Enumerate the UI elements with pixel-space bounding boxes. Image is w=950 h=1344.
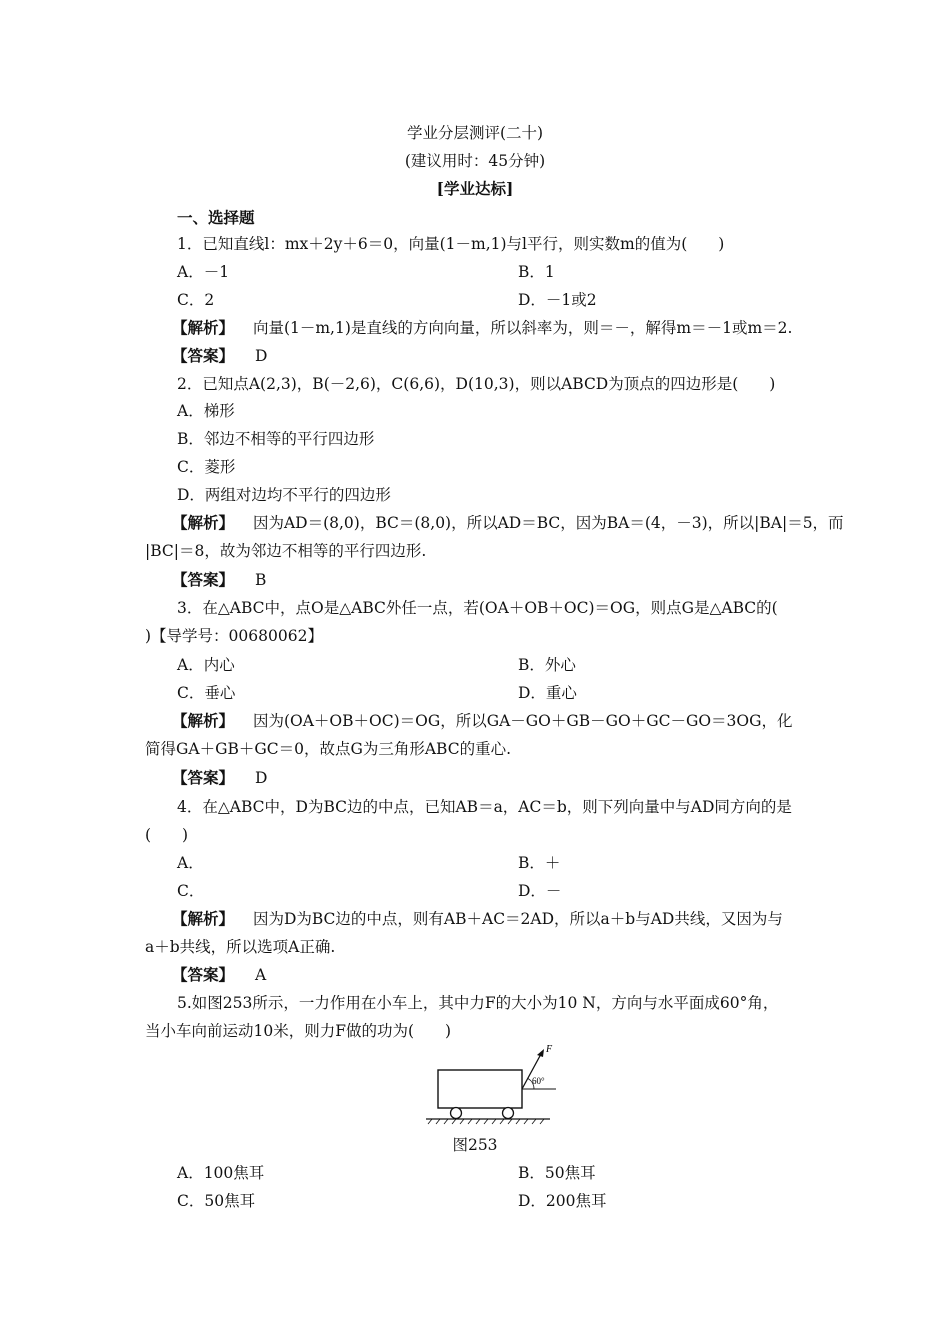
analysis-text: 因为(OA＋OB＋OC)＝OG，所以GA－GO＋GB－GO＋GC－GO＝3OG，化 — [252, 712, 793, 730]
question-5-option-c: C．50焦耳 — [177, 1192, 256, 1210]
question-3-answer — [172, 768, 267, 788]
question-4-option-c: C． — [177, 882, 205, 900]
question-3-option-d: D．重心 — [518, 684, 577, 702]
analysis-label: 【解析】 — [172, 513, 235, 532]
answer-label: 【答案】 — [172, 570, 235, 589]
force-label: F — [546, 1044, 553, 1055]
force-arrowhead-icon — [537, 1049, 544, 1057]
question-4-option-d: D．－ — [518, 882, 562, 900]
question-2-option-b: B．邻边不相等的平行四边形 — [177, 430, 375, 448]
question-1-option-d: D．－1或2 — [518, 291, 597, 309]
angle-label: 60° — [532, 1076, 545, 1086]
answer-value: D — [254, 347, 268, 365]
page-title: 学业分层测评(二十) — [406, 124, 544, 142]
answer-value: D — [254, 769, 268, 787]
question-1-stem: 1．已知直线l：mx＋2y＋6＝0，向量(1－m,1)与l平行，则实数m的值为( ) — [177, 235, 725, 253]
cart-body — [438, 1070, 522, 1108]
question-3-stem: 3．在△ABC中，点O是△ABC外任一点，若(OA＋OB＋OC)＝OG，则点G是△ABC的( — [177, 599, 778, 617]
analysis-text: 因为AD＝(8,0)，BC＝(8,0)，所以AD＝BC，因为BA＝(4，－3)，所以|BA|＝5，而 — [252, 514, 844, 532]
question-1-option-a: A．－1 — [177, 263, 230, 281]
answer-label: 【答案】 — [172, 346, 235, 365]
analysis-label: 【解析】 — [172, 711, 235, 730]
question-3-option-a: A．内心 — [177, 656, 235, 674]
question-2-analysis — [172, 513, 844, 533]
analysis-label: 【解析】 — [172, 909, 235, 928]
analysis-text: 因为D为BC边的中点，则有AB＋AC＝2AD，所以a＋b与AD共线，又因为与 — [252, 910, 783, 928]
question-4-stem: 4．在△ABC中，D为BC边的中点，已知AB＝a，AC＝b，则下列向量中与AD同方向的是 — [177, 798, 792, 816]
question-2-option-d: D．两组对边均不平行的四边形 — [177, 486, 391, 504]
analysis-text: 向量(1－m,1)是直线的方向向量，所以斜率为，则＝－，解得m＝－1或m＝2. — [252, 319, 793, 337]
question-2-option-a: A．梯形 — [177, 402, 235, 420]
question-1-answer — [172, 346, 267, 366]
question-3-analysis-cont: 简得GA＋GB＋GC＝0，故点G为三角形ABC的重心. — [145, 740, 511, 758]
question-2-option-c: C．菱形 — [177, 458, 236, 476]
question-4-stem-cont: ( ) — [145, 826, 189, 844]
question-5-stem-cont: 当小车向前运动10米，则力F做的功为( ) — [145, 1022, 452, 1040]
question-4-option-a: A． — [177, 854, 204, 872]
analysis-label: 【解析】 — [172, 318, 235, 337]
question-5-stem: 5.如图253所示，一力作用在小车上，其中力F的大小为10 N，方向与水平面成60°角， — [177, 994, 779, 1012]
question-4-analysis — [172, 909, 783, 929]
question-3-option-c: C．垂心 — [177, 684, 236, 702]
cart-wheel-right — [503, 1108, 514, 1119]
question-3-option-b: B．外心 — [518, 656, 576, 674]
question-3-stem-cont: )【导学号：00680062】 — [145, 627, 323, 645]
question-5-option-a: A．100焦耳 — [177, 1164, 265, 1182]
question-1-option-b: B．1 — [518, 263, 555, 281]
section-heading: [学业达标] — [436, 179, 514, 198]
answer-value: B — [254, 571, 267, 589]
question-2-analysis-cont: |BC|＝8，故为邻边不相等的平行四边形. — [145, 542, 427, 560]
question-2-answer — [172, 570, 266, 590]
question-4-answer — [172, 965, 266, 985]
cart-wheel-left — [451, 1108, 462, 1119]
question-3-analysis — [172, 711, 793, 731]
question-2-stem: 2．已知点A(2,3)，B(－2,6)，C(6,6)，D(10,3)，则以ABCD为顶点的四边形是( ) — [177, 375, 776, 393]
answer-value: A — [254, 966, 267, 984]
figure-caption: 图253 — [452, 1136, 498, 1154]
question-4-option-b: B．＋ — [518, 854, 561, 872]
time-hint: (建议用时：45分钟) — [404, 152, 546, 170]
part-heading: 一、选择题 — [177, 208, 255, 227]
answer-label: 【答案】 — [172, 768, 235, 787]
cart-figure — [420, 1044, 570, 1128]
question-4-analysis-cont: a＋b共线，所以选项A正确. — [145, 938, 336, 956]
question-1-option-c: C．2 — [177, 291, 215, 309]
question-5-option-b: B．50焦耳 — [518, 1164, 596, 1182]
ground-hatch — [428, 1119, 544, 1124]
question-5-option-d: D．200焦耳 — [518, 1192, 607, 1210]
question-1-analysis — [172, 318, 792, 338]
answer-label: 【答案】 — [172, 965, 235, 984]
